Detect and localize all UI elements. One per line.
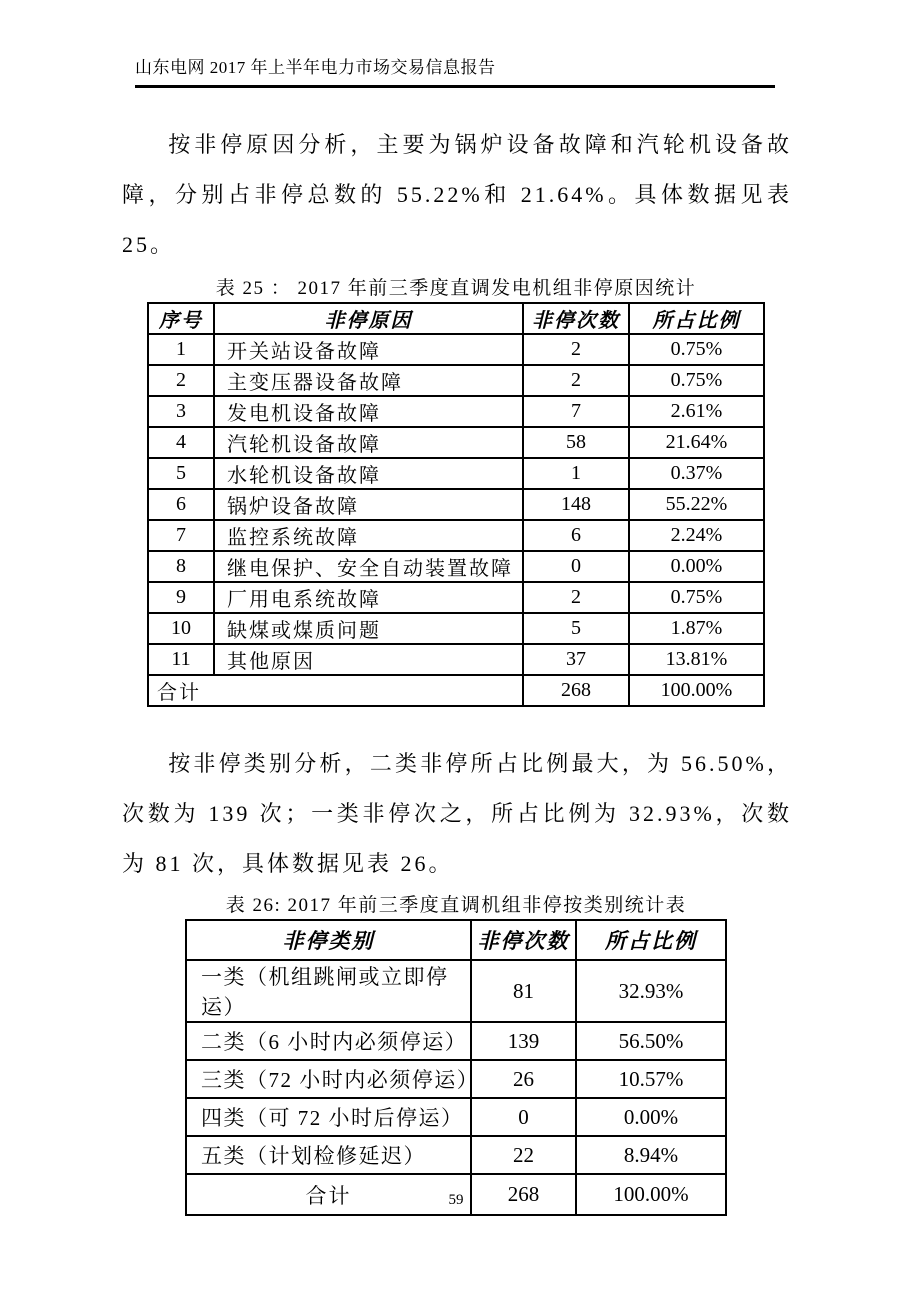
count-cell: 37 <box>523 644 629 675</box>
reason-cell: 厂用电系统故障 <box>214 582 523 613</box>
count-cell: 139 <box>471 1022 576 1060</box>
seq-cell: 5 <box>148 458 214 489</box>
count-cell: 26 <box>471 1060 576 1098</box>
reason-cell: 开关站设备故障 <box>214 334 523 365</box>
seq-cell: 2 <box>148 365 214 396</box>
paragraph-outage-reasons: 按非停原因分析，主要为锅炉设备故障和汽轮机设备故障，分别占非停总数的 55.22%和 21.64%。具体数据见表 25。 <box>122 132 792 257</box>
table26-body <box>186 960 726 1174</box>
count-cell: 148 <box>523 489 629 520</box>
table25-col-percent: 所占比例 <box>629 303 764 334</box>
table25-col-reason: 非停原因 <box>214 303 523 334</box>
percent-cell: 55.22% <box>629 489 764 520</box>
table25-col-count: 非停次数 <box>523 303 629 334</box>
table-row <box>186 960 726 1022</box>
reason-cell: 主变压器设备故障 <box>214 365 523 396</box>
reason-cell: 其他原因 <box>214 644 523 675</box>
count-cell: 0 <box>471 1098 576 1136</box>
percent-cell: 8.94% <box>576 1136 726 1174</box>
table26-col-percent: 所占比例 <box>576 920 726 960</box>
reason-cell: 发电机设备故障 <box>214 396 523 427</box>
table26-header-row <box>186 920 726 960</box>
table-row <box>186 1136 726 1174</box>
table25-total-row <box>148 675 764 706</box>
table26-header <box>186 920 726 960</box>
running-header <box>135 0 775 88</box>
table-row <box>148 520 764 551</box>
table-row <box>148 613 764 644</box>
percent-cell: 2.24% <box>629 520 764 551</box>
percent-cell: 21.64% <box>629 427 764 458</box>
percent-cell: 0.75% <box>629 582 764 613</box>
table-row <box>148 582 764 613</box>
count-cell: 7 <box>523 396 629 427</box>
table25-caption: 表 25 ： 2017 年前三季度直调发电机组非停原因统计 <box>215 278 697 299</box>
percent-cell: 56.50% <box>576 1022 726 1060</box>
table-row <box>148 458 764 489</box>
table26-caption: 表 26: 2017 年前三季度直调机组非停按类别统计表 <box>225 895 687 916</box>
percent-cell: 1.87% <box>629 613 764 644</box>
table25-col-seq: 序号 <box>148 303 214 334</box>
reason-cell: 缺煤或煤质问题 <box>214 613 523 644</box>
percent-cell: 10.57% <box>576 1060 726 1098</box>
table-row <box>148 334 764 365</box>
paragraph-outage-categories: 按非停类别分析，二类非停所占比例最大，为 56.50%，次数为 139 次；一类非停次之，所占比例为 32.93%，次数为 81 次，具体数据见表 26。 <box>122 751 792 876</box>
percent-cell: 2.61% <box>629 396 764 427</box>
total-count-cell: 268 <box>471 1174 576 1215</box>
category-cell: 三类（72 小时内必须停运） <box>186 1060 471 1098</box>
reason-cell: 继电保护、安全自动装置故障 <box>214 551 523 582</box>
table26-col-category: 非停类别 <box>186 920 471 960</box>
table-row <box>148 427 764 458</box>
table-row <box>148 551 764 582</box>
page-number: 59 <box>448 1192 464 1208</box>
category-cell: 二类（6 小时内必须停运） <box>186 1022 471 1060</box>
table-row <box>186 1060 726 1098</box>
table25-total <box>148 675 764 706</box>
category-cell: 五类（计划检修延迟） <box>186 1136 471 1174</box>
category-cell: 四类（可 72 小时后停运） <box>186 1098 471 1136</box>
reason-cell: 水轮机设备故障 <box>214 458 523 489</box>
count-cell: 6 <box>523 520 629 551</box>
table25-body <box>148 334 764 675</box>
header-rule <box>135 85 775 88</box>
percent-cell: 0.00% <box>576 1098 726 1136</box>
percent-cell: 0.00% <box>629 551 764 582</box>
seq-cell: 10 <box>148 613 214 644</box>
table26-outage-categories <box>185 919 727 1216</box>
count-cell: 2 <box>523 582 629 613</box>
category-cell: 一类（机组跳闸或立即停运） <box>186 960 471 1022</box>
count-cell: 5 <box>523 613 629 644</box>
count-cell: 58 <box>523 427 629 458</box>
total-percent-cell: 100.00% <box>629 675 764 706</box>
percent-cell: 0.37% <box>629 458 764 489</box>
table-row <box>148 396 764 427</box>
table25-header <box>148 303 764 334</box>
seq-cell: 6 <box>148 489 214 520</box>
reason-cell: 监控系统故障 <box>214 520 523 551</box>
percent-cell: 13.81% <box>629 644 764 675</box>
count-cell: 1 <box>523 458 629 489</box>
percent-cell: 32.93% <box>576 960 726 1022</box>
seq-cell: 8 <box>148 551 214 582</box>
table-row <box>148 644 764 675</box>
total-label-cell: 合计 <box>186 1174 471 1215</box>
reason-cell: 汽轮机设备故障 <box>214 427 523 458</box>
table25-outage-reasons <box>147 302 765 707</box>
table-row <box>148 365 764 396</box>
percent-cell: 0.75% <box>629 365 764 396</box>
header-title: 山东电网 2017 年上半年电力市场交易信息报告 <box>135 58 496 77</box>
seq-cell: 3 <box>148 396 214 427</box>
table-row <box>186 1022 726 1060</box>
count-cell: 22 <box>471 1136 576 1174</box>
count-cell: 2 <box>523 334 629 365</box>
table-row <box>148 489 764 520</box>
total-count-cell: 268 <box>523 675 629 706</box>
seq-cell: 7 <box>148 520 214 551</box>
seq-cell: 9 <box>148 582 214 613</box>
seq-cell: 1 <box>148 334 214 365</box>
table25-header-row <box>148 303 764 334</box>
reason-cell: 锅炉设备故障 <box>214 489 523 520</box>
count-cell: 0 <box>523 551 629 582</box>
total-percent-cell: 100.00% <box>576 1174 726 1215</box>
count-cell: 2 <box>523 365 629 396</box>
table-row <box>186 1098 726 1136</box>
total-label-cell: 合计 <box>148 675 523 706</box>
seq-cell: 11 <box>148 644 214 675</box>
percent-cell: 0.75% <box>629 334 764 365</box>
seq-cell: 4 <box>148 427 214 458</box>
table26-col-count: 非停次数 <box>471 920 576 960</box>
count-cell: 81 <box>471 960 576 1022</box>
